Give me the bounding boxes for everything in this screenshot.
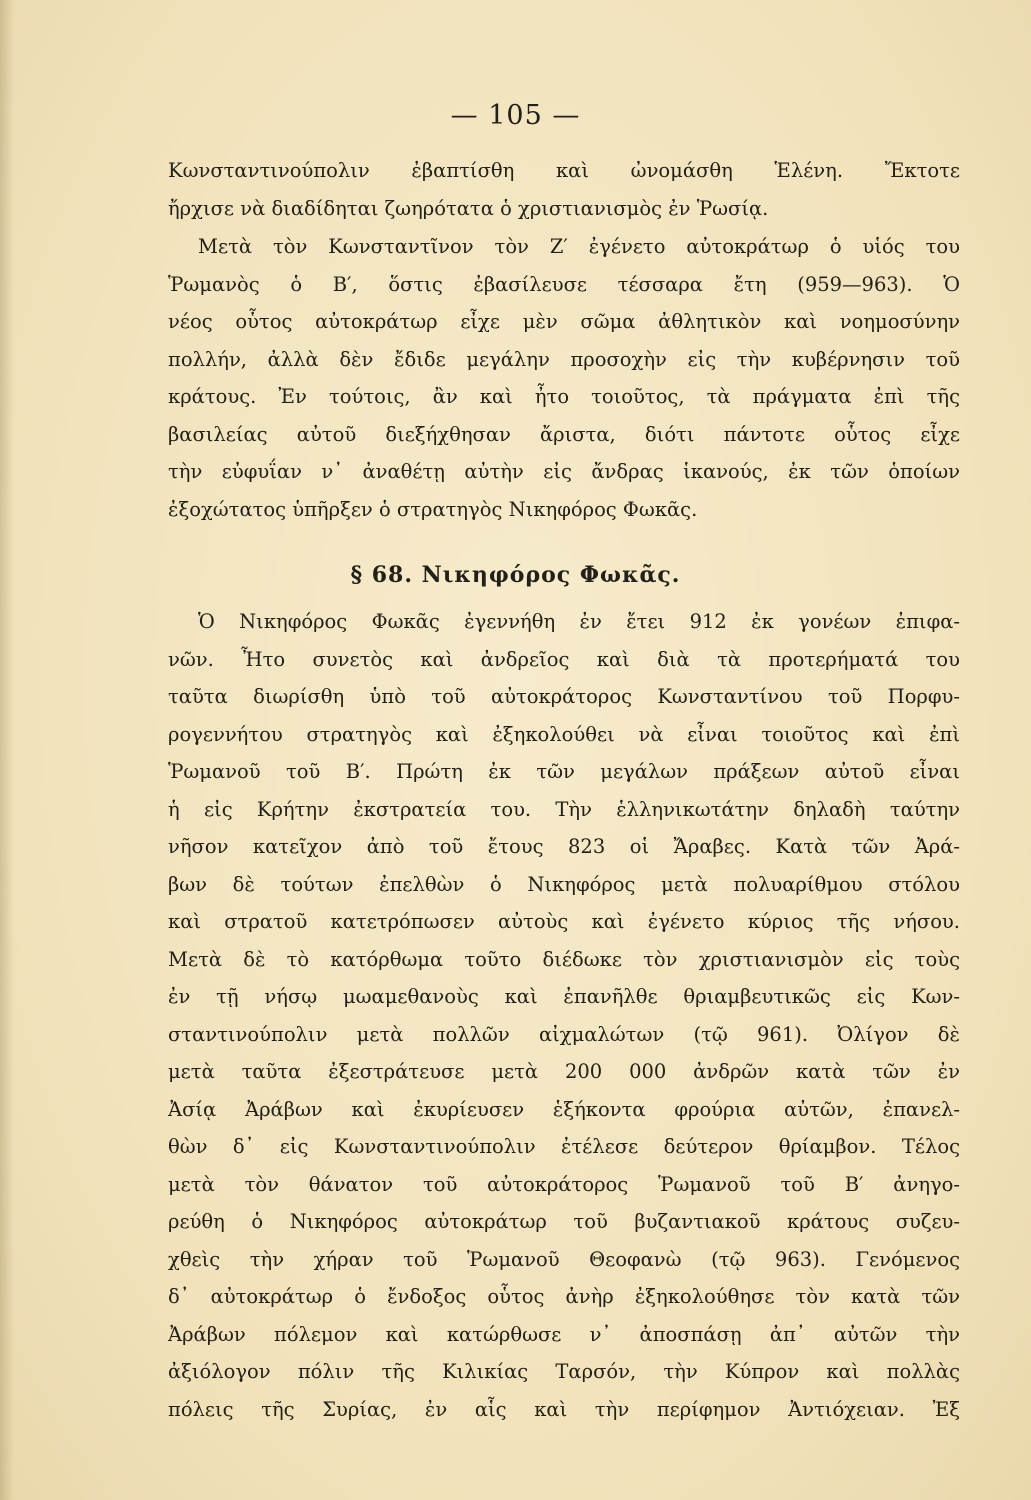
text-line: Ῥωμανοῦ τοῦ Β′. Πρώτη ἐκ τῶν μεγάλων πράξεων αὐτοῦ εἶναι bbox=[168, 760, 960, 783]
text-line: νῶν. Ἦτο συνετὸς καὶ ἀνδρεῖος καὶ διὰ τὰ προτερήματά του bbox=[168, 647, 960, 671]
text-line: καὶ στρατοῦ κατετρόπωσεν αὐτοὺς καὶ ἐγένετο κύριος τῆς νήσου. bbox=[168, 910, 960, 933]
text-line: ἐξοχώτατος ὑπῆρξεν ὁ στρατηγὸς Νικηφόρος Φωκᾶς. bbox=[168, 497, 698, 521]
text-line: σταντινούπολιν μετὰ πολλῶν αἰχμαλώτων (τῷ 961). Ὀλίγον δὲ bbox=[168, 1022, 960, 1046]
text-line: κράτους. Ἐν τούτοις, ἂν καὶ ἦτο τοιοῦτος, τὰ πράγματα ἐπὶ τῆς bbox=[168, 385, 960, 408]
text-line: πολλήν, ἀλλὰ δὲν ἔδιδε μεγάλην προσοχὴν εἰς τὴν κυβέρνησιν τοῦ bbox=[168, 347, 960, 371]
text-line: ρογεννήτου στρατηγὸς καὶ ἐξηκολούθει νὰ εἶναι τοιοῦτος καὶ ἐπὶ bbox=[168, 722, 960, 746]
paragraph-2 bbox=[168, 228, 960, 528]
text-line: ἡ εἰς Κρήτην ἐκστρατεία του. Τὴν ἑλληνικωτάτην δηλαδὴ ταύτην bbox=[168, 797, 960, 821]
text-line: μετὰ τὸν θάνατον τοῦ αὐτοκράτορος Ῥωμανοῦ τοῦ Β′ ἀνηγο- bbox=[168, 1172, 960, 1196]
text-line: μετὰ ταῦτα ἐξεστράτευσε μετὰ 200 000 ἀνδρῶν κατὰ τῶν ἐν bbox=[168, 1060, 960, 1083]
text-line: Ἀράβων πόλεμον καὶ κατώρθωσε ν᾽ ἀποσπάσῃ ἀπ᾽ αὐτῶν τὴν bbox=[168, 1322, 960, 1346]
text-line: τὴν εὐφυΐαν ν᾽ ἀναθέτῃ αὐτὴν εἰς ἄνδρας ἱκανούς, ἐκ τῶν ὁποίων bbox=[168, 460, 960, 483]
text-line: πόλεις τῆς Συρίας, ἐν αἷς καὶ τὴν περίφημον Ἀντιόχειαν. Ἐξ bbox=[168, 1397, 960, 1421]
text-line: χθεὶς τὴν χήραν τοῦ Ῥωμανοῦ Θεοφανὼ (τῷ 963). Γενόμενος bbox=[168, 1247, 960, 1271]
text-line: ρεύθη ὁ Νικηφόρος αὐτοκράτωρ τοῦ βυζαντιακοῦ κράτους συζευ- bbox=[168, 1210, 960, 1233]
text-line: βων δὲ τούτων ἐπελθὼν ὁ Νικηφόρος μετὰ πολυαρίθμου στόλου bbox=[168, 872, 960, 896]
text-line: ἀξιόλογον πόλιν τῆς Κιλικίας Ταρσόν, τὴν Κύπρον καὶ πολλὰς bbox=[168, 1360, 960, 1383]
text-line: Μετὰ δὲ τὸ κατόρθωμα τοῦτο διέδωκε τὸν χριστιανισμὸν εἰς τοὺς bbox=[168, 947, 960, 971]
text-line: θὼν δ᾽ εἰς Κωνσταντινούπολιν ἐτέλεσε δεύτερον θρίαμβον. Τέλος bbox=[168, 1135, 960, 1158]
text-line: Ἀσίᾳ Ἀράβων καὶ ἐκυρίευσεν ἑξήκοντα φρούρια αὐτῶν, ἐπανελ- bbox=[168, 1097, 960, 1121]
text-line: ἤρχισε νὰ διαδίδηται ζωηρότατα ὁ χριστιανισμὸς ἐν Ῥωσίᾳ. bbox=[168, 196, 769, 220]
text-line: βασιλείας αὐτοῦ διεξήχθησαν ἄριστα, διότι πάντοτε οὗτος εἶχε bbox=[168, 422, 960, 446]
text-line: Ῥωμανὸς ὁ Β′, ὅστις ἐβασίλευσε τέσσαρα ἔτη (959—963). Ὁ bbox=[168, 272, 960, 296]
text-line: νῆσον κατεῖχον ἀπὸ τοῦ ἔτους 823 οἱ Ἄραβες. Κατὰ τῶν Ἀρά- bbox=[168, 835, 960, 858]
text-line: Μετὰ τὸν Κωνσταντῖνον τὸν Ζ′ ἐγένετο αὐτοκράτωρ ὁ υἱός του bbox=[198, 235, 960, 258]
text-line: Κωνσταντινούπολιν ἐβαπτίσθη καὶ ὠνομάσθη Ἑλένη. Ἔκτοτε bbox=[168, 159, 960, 182]
text-line: νέος οὗτος αὐτοκράτωρ εἶχε μὲν σῶμα ἀθλητικὸν καὶ νοημοσύνην bbox=[168, 310, 960, 333]
paragraph-1 bbox=[168, 152, 960, 227]
text-line: δ᾽ αὐτοκράτωρ ὁ ἔνδοξος οὗτος ἀνὴρ ἐξηκολούθησε τὸν κατὰ τῶν bbox=[168, 1285, 960, 1308]
page-edge-shadow bbox=[0, 0, 14, 1500]
page-number: — 105 — bbox=[450, 100, 581, 131]
paragraph-3 bbox=[168, 603, 960, 1428]
section-heading: § 68. Νικηφόρος Φωκᾶς. bbox=[350, 562, 681, 588]
text-line: Ὁ Νικηφόρος Φωκᾶς ἐγεννήθη ἐν ἔτει 912 ἐκ γονέων ἐπιφα- bbox=[198, 610, 960, 633]
text-line: ταῦτα διωρίσθη ὑπὸ τοῦ αὐτοκράτορος Κωνσταντίνου τοῦ Πορφυ- bbox=[168, 685, 960, 708]
text-line: ἐν τῇ νήσῳ μωαμεθανοὺς καὶ ἐπανῆλθε θριαμβευτικῶς εἰς Κων- bbox=[168, 985, 960, 1008]
